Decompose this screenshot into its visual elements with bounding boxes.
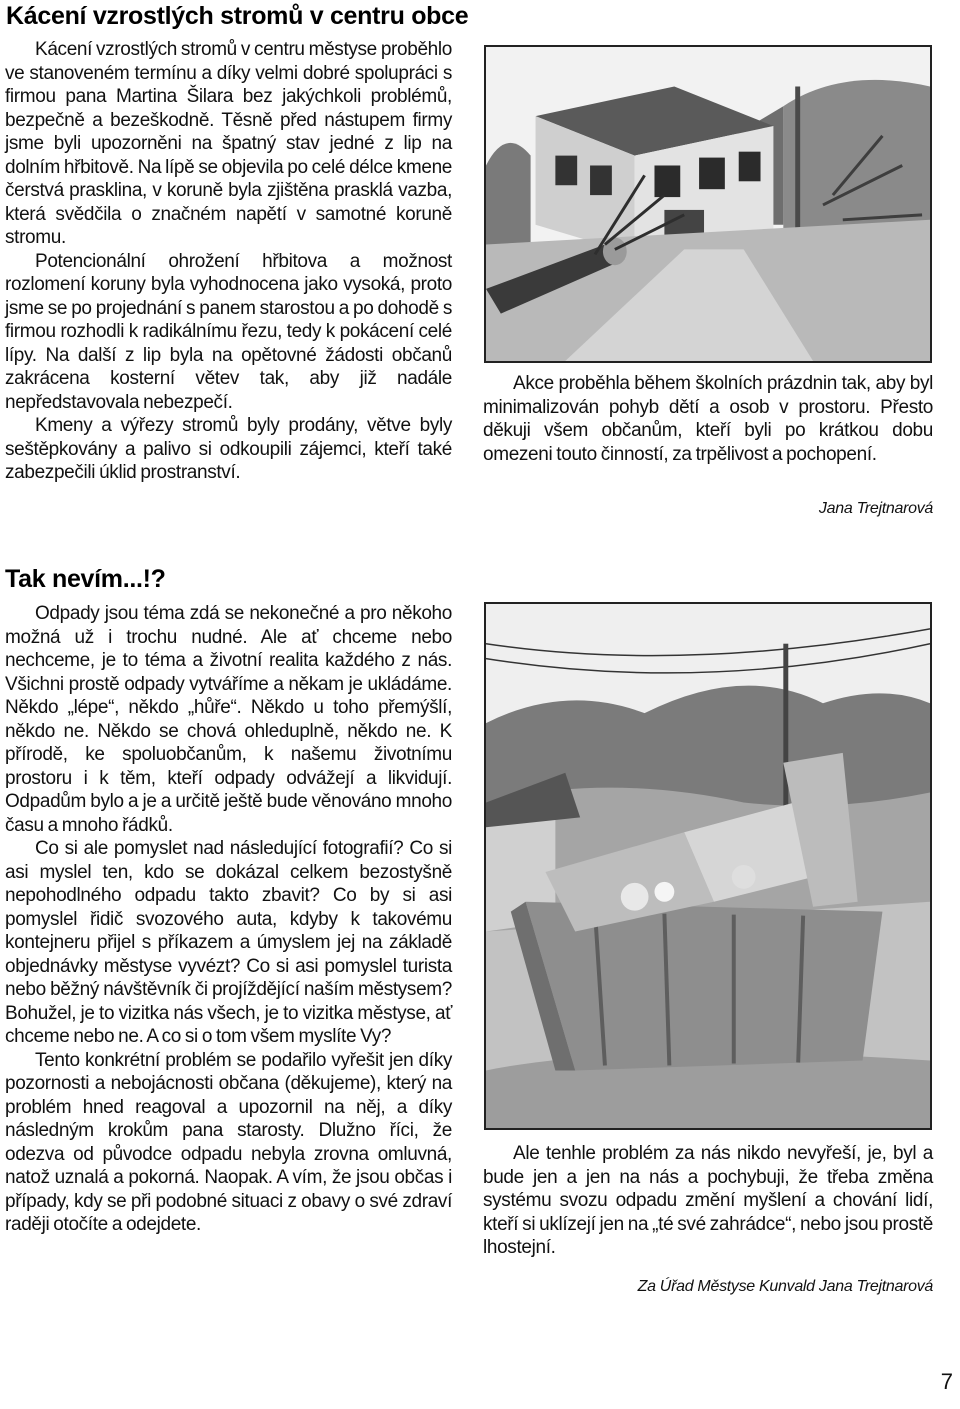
article-title: Kácení vzrostlých stromů v centru obce: [6, 2, 469, 30]
photo-dumped-sofa-container: [484, 602, 932, 1130]
paragraph: Co si ale pomyslet nad následující fotografií? Co si asi myslel ten, kdo se dokázal celkem bezostyšně nepohodlného odpadu takto zbavit? Co by si asi pomyslel řidič svozového auta, kdyby k takovému kontejneru přijel s příkazem a úmyslem jej na základě objednávky městyse vyvézt? Co si asi pomyslel turista nebo běžný návštěvník či projíždějící naším městysem? Bohužel, je to vizitka nás všech, je to vizitka městyse, ať chceme nebo ne. A co si o tom všem myslíte Vy?: [5, 838, 452, 1047]
article-title: Tak nevím...!?: [5, 565, 166, 593]
article-body: [5, 38, 452, 485]
caption-text: Ale tenhle problém za nás nikdo nevyřeší, je, byl a bude jen a jen na nás a pochybuji, že třeba změna systému svozu odpadu změní myšlení a chování lidí, kteří si uklízejí jen na „té své zahrádce“, nebo jsou prostě lhostejní.: [483, 1143, 933, 1258]
caption-text: Akce proběhla během školních prázdnin tak, aby byl minimalizován pohyb dětí a osob v prostoru. Přesto děkuji všem občanům, kteří byli po krátkou dobu omezeni touto činností, za trpělivost a pochopení.: [483, 373, 933, 465]
paragraph: Potencionální ohrožení hřbitova a možnost rozlomení koruny byla vyhodnocena jako vysoká, proto jsme se po projednání s panem starostou a po dohodě s firmou rozhodli k radikálnímu řezu, tedy k pokácení celé lípy. Na další z lip byla na opětovné žádosti občanů zakrácena kosterní větev tak, aby již nadále nepředstavovala nebezpečí.: [5, 250, 452, 413]
paragraph: Kmeny a výřezy stromů byly prodány, větve byly seštěpkovány a palivo si odkoupili zájemci, kteří také zabezpečili úklid prostranství.: [5, 415, 452, 483]
paragraph: Odpady jsou téma zdá se nekonečné a pro někoho možná už i trochu nudné. Ale ať chceme nebo nechceme, je to téma a životní realita každého z nás. Všichni prostě odpady vytváříme a někam je ukládáme. Někdo „lépe“, někdo „hůře“. Někdo u toho přemýšlí, někdo ne. Někdo se chová ohleduplně, někdo ne. K přírodě, ke spoluobčanům, k našemu životnímu prostoru i k těm, kteří odpady odvážejí a likvidují. Odpadům bylo a je a určitě ještě bude věnováno mnoho času a mnoho řádků.: [5, 603, 452, 836]
author-signature: Za Úřad Městyse Kunvald Jana Trejtnarová: [637, 1278, 933, 1295]
page-number: 7: [940, 1369, 953, 1394]
paragraph: Kácení vzrostlých stromů v centru městyse proběhlo ve stanoveném termínu a díky velmi dobré spolupráci s firmou pana Martina Šilara bez jakýchkoli problémů, bezpečně a bezeškodně. Těsně před nástupem firmy jsme byli upozorněni na špatný stav jedné z lip na dolním hřbitově. Na lípě se objevila po celé délce kmene čerstvá prasklina, v koruně byla zjištěna prasklá vazba, která svědčila o značném napětí v samotné koruně stromu.: [5, 39, 452, 248]
author-signature: Jana Trejtnarová: [818, 500, 933, 517]
photo-caption: [483, 372, 933, 466]
photo-caption: [483, 1142, 933, 1260]
paragraph: Tento konkrétní problém se podařilo vyřešit jen díky pozornosti a nebojácnosti občana (děkujeme), který na problém hned reagoval a upozornil na něj, a díky následným krokům pana starosty. Dlužno říci, že odezva od původce odpadu nebyla zrovna omluvná, natož uznalá a pokorná. Naopak. A vím, že jsou občas i případy, kdy se při podobné situaci z obavy o své zdraví raději otočíte a odejdete.: [5, 1049, 452, 1235]
article-body: [5, 602, 452, 1237]
photo-felled-tree: [484, 45, 932, 363]
